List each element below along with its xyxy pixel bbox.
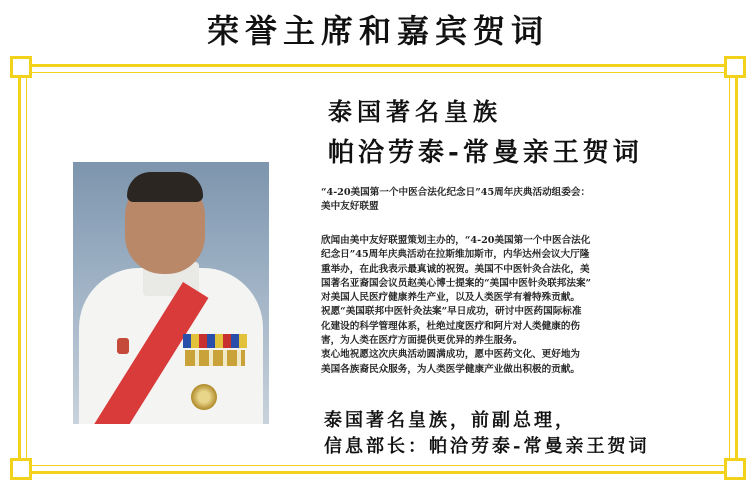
- portrait-medals: [185, 350, 245, 366]
- signature-line-1: 泰国著名皇族，前副总理，: [324, 410, 576, 431]
- frame-corner-bottom-left: [10, 458, 32, 480]
- address-block: [321, 186, 707, 215]
- frame-corner-top-left: [10, 56, 32, 78]
- heading-line-2: 帕洽劳泰-常曼亲王贺词: [328, 138, 643, 168]
- message-line: 对美国人民医疗健康养生产业，以及人类医学有着特殊贡献。: [321, 292, 581, 304]
- message-line: 重举办，在此我表示最真诚的祝贺。美国不中医针灸合法化，美: [321, 263, 590, 275]
- message-line: 害，为人类在医疗方面提供更优异的养生服务。: [321, 335, 523, 347]
- portrait-pin: [117, 338, 129, 354]
- message-line: 祝愿“美国联邦中医针灸法案”早日成功，研讨中医药国际标准: [321, 306, 582, 318]
- page-title: 荣誉主席和嘉宾贺词: [206, 12, 549, 50]
- message-line: 欣闻由美中友好联盟策划主办的，“4-20美国第一个中医合法化: [321, 235, 591, 246]
- frame-corner-bottom-right: [724, 458, 746, 480]
- message-line: 国著名亚裔国会议员赵美心博士提案的“美国中医针灸联邦法案”: [321, 277, 592, 289]
- portrait-photo: [73, 162, 269, 424]
- address-line: “4-20美国第一个中医合法化纪念日”45周年庆典活动组委会：: [321, 187, 591, 198]
- address-line: 美中友好联盟: [321, 201, 379, 213]
- portrait-medal-ribbons: [183, 334, 247, 348]
- message-line: 衷心地祝愿这次庆典活动圆满成功，愿中医药文化、更好地为: [321, 349, 581, 361]
- message-line: 纪念日”45周年庆典活动在拉斯维加斯市，内华达州会议大厅隆: [321, 249, 590, 261]
- heading-line-1: 泰国著名皇族: [328, 97, 502, 126]
- portrait-hair: [127, 172, 203, 202]
- frame-corner-top-right: [724, 56, 746, 78]
- message-body: [321, 234, 707, 377]
- signature-line-2: 信息部长：帕洽劳泰-常曼亲王贺词: [324, 436, 650, 457]
- portrait-badge: [191, 384, 217, 410]
- message-line: 美国各族裔民众服务，为人类医学健康产业做出积极的贡献。: [321, 363, 581, 375]
- message-line: 化建设的科学管理体系，杜绝过度医疗和阿片对人类健康的伤: [321, 320, 581, 332]
